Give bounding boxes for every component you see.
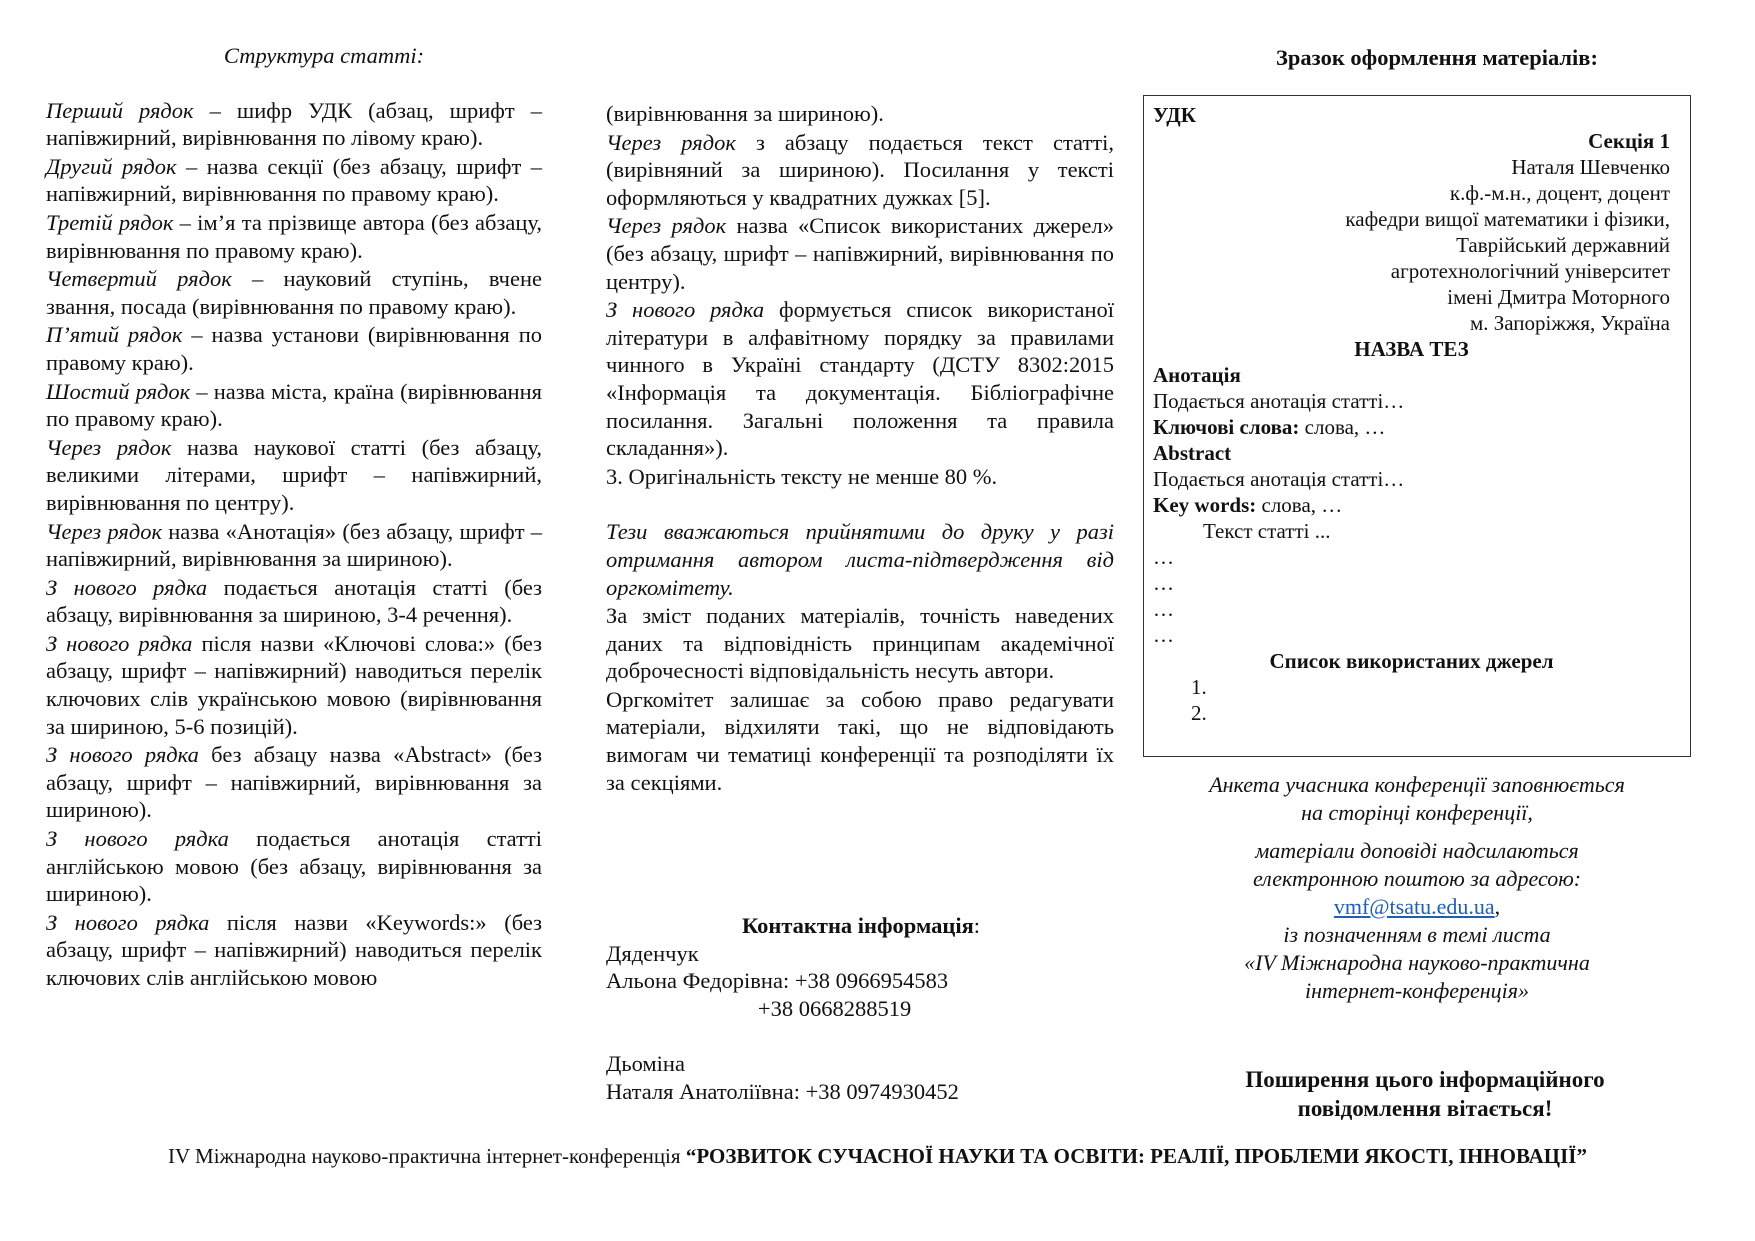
item-text: без абзацу назва «Abstract» (без абзацу, шрифт – напівжирний, вирівнювання за шириною).: [46, 742, 542, 823]
footer-prefix: IV Міжнародна науково-практична інтернет-конференція: [168, 1144, 686, 1168]
sample-ellipsis: …: [1153, 622, 1174, 647]
contact-title: Контактна інформація:: [741, 913, 981, 938]
sample-keywords: Ключові слова: слова, …: [1153, 414, 1386, 439]
note-line: із позначенням в темі листа: [1283, 921, 1551, 947]
item-text: – шифр УДК (абзац, шрифт – напівжирний, вирівнювання по лівому краю).: [46, 97, 542, 151]
item-lead: Перший рядок: [46, 97, 194, 123]
structure-item: [46, 209, 542, 264]
sample-author-line: к.ф.-м.н., доцент, доцент: [1449, 180, 1670, 205]
structure-item: [46, 741, 542, 824]
responsibility-note: За зміст поданих матеріалів, точність наведених даних та відповідність принципам академічної доброчесності відповідальність несуть автори.: [606, 603, 1114, 684]
continuation-text: (вирівнювання за шириною).: [606, 101, 884, 126]
item-lead: Через рядок: [606, 213, 727, 239]
structure-item: [46, 825, 542, 908]
sample-annotation-label: Анотація: [1153, 362, 1241, 387]
sample-ellipsis: …: [1153, 544, 1174, 569]
structure-item: [46, 153, 542, 208]
sample-ellipsis: …: [1153, 570, 1174, 595]
sample-author-line: Наталя Шевченко: [1511, 154, 1670, 179]
sample-reference-item: 1.: [1191, 674, 1207, 699]
sample-body-text: Текст статті ...: [1203, 518, 1331, 543]
sample-author-line: імені Дмитра Моторного: [1447, 284, 1670, 309]
sample-author-line: м. Запоріжжя, Україна: [1469, 310, 1670, 335]
sample-udk: УДК: [1153, 102, 1196, 127]
item-text: подається анотація статті (без абзацу, вирівнювання за шириною, 3-4 речення).: [46, 574, 543, 628]
item-text: назва «Список використаних джерел» (без абзацу, шрифт – напівжирний, вирівнювання по центру).: [606, 213, 1115, 294]
note-line: електронною поштою за адресою:: [1252, 865, 1582, 891]
sample-box: [1143, 95, 1691, 757]
sample-abstract-text: Подається анотація статті…: [1153, 466, 1405, 491]
structure-item: [46, 630, 542, 740]
item-text: з абзацу подається текст статті, (вирівняний за шириною). Посилання у тексті оформляються у квадратних дужках [5].: [606, 129, 1115, 210]
note-line: на сторінці конференції,: [1301, 799, 1533, 825]
contact-name-phone: Альона Федорівна: +38 0966954583: [606, 968, 949, 994]
sample-column: [1143, 44, 1691, 1005]
article-structure-column: [46, 42, 542, 993]
item-text: формується список використаної літератури в алфавітному порядку за правилами чинного в Україні стандарту (ДСТУ 8302:2015 «Інформація та документація. Бібліографічне посилання. Загальні положення та правила складання»).: [606, 297, 1115, 461]
item-lead: Третій рядок: [46, 209, 174, 235]
sample-author-line: Таврійський державний: [1456, 232, 1670, 257]
structure-item: [46, 97, 542, 152]
item-lead: З нового рядка: [46, 630, 193, 656]
sample-abstract-label: Abstract: [1153, 440, 1232, 465]
item-text: після назви «Ключові слова:» (без абзацу, шрифт – напівжирний) наводиться перелік ключових слів українською мовою (вирівнювання за шириною, 5-6 позицій).: [46, 630, 543, 739]
item-text: – ім’я та прізвище автора (без абзацу, вирівнювання по правому краю).: [46, 209, 543, 263]
structure-item: [46, 518, 542, 573]
item-lead: Через рядок: [46, 518, 162, 544]
sample-ellipsis: …: [1153, 596, 1174, 621]
structure-heading: Структура статті:: [223, 43, 425, 68]
note-line: Анкета учасника конференції заповнюється: [1209, 771, 1625, 797]
item-text: після назви «Keywords:» (без абзацу, шрифт – напівжирний) наводиться перелік ключових слів англійською мовою: [46, 909, 542, 990]
sample-title: Зразок оформлення матеріалів:: [1276, 45, 1598, 70]
item-lead: Через рядок: [46, 434, 172, 460]
footer-conference-title: “РОЗВИТОК СУЧАСНОЇ НАУКИ ТА ОСВІТИ: РЕАЛІЇ, ПРОБЛЕМИ ЯКОСТІ, ІННОВАЦІЇ”: [685, 1144, 1587, 1168]
item-lead: Другий рядок: [46, 153, 177, 179]
contact-surname: Дьоміна: [606, 1050, 685, 1076]
sample-references-title: Список використаних джерел: [1269, 648, 1554, 673]
item-lead: З нового рядка: [606, 297, 765, 323]
item-lead: З нового рядка: [46, 742, 199, 768]
conference-footer: [0, 1143, 1755, 1171]
email-link[interactable]: vmf@tsatu.edu.ua: [1333, 893, 1495, 919]
structure-list: [46, 97, 542, 992]
sample-reference-item: 2.: [1191, 700, 1207, 725]
item-text: назва «Анотація» (без абзацу, шрифт – напівжирний, вирівнювання за шириною).: [46, 518, 542, 572]
requirement-item: [606, 129, 1114, 212]
structure-item: [46, 265, 542, 320]
submission-notes: Анкета учасника конференції заповнюється на сторінці конференції, матеріали доповіді надсилаються електронною поштою за адресою: vmf@tsatu.edu.ua, із позначенням в темі листа «IV Міжнародна науково-практична інтернет-конференція»: [1143, 771, 1691, 1005]
item-text: – назва установи (вирівнювання по правому краю).: [46, 322, 542, 375]
sample-thesis-title: НАЗВА ТЕЗ: [1354, 336, 1469, 361]
closing-message: Поширення цього інформаційного повідомлення вітається!: [1245, 1067, 1605, 1121]
sample-keywords-en: Key words: слова, …: [1153, 492, 1343, 517]
item-lead: З нового рядка: [46, 574, 208, 600]
sample-author-line: агротехнологічний університет: [1390, 258, 1670, 283]
item-text: – науковий ступінь, вчене звання, посада (вирівнювання по правому краю).: [46, 266, 543, 319]
note-line: матеріали доповіді надсилаються: [1255, 837, 1579, 863]
note-line: інтернет-конференція»: [1304, 977, 1530, 1003]
committee-rights-note: Оргкомітет залишає за собою право редагувати матеріали, відхиляти такі, що не відповідають вимогам чи тематиці конференції та розподіляти їх за секціями.: [606, 686, 1114, 795]
item-lead: З нового рядка: [46, 826, 229, 852]
note-line: «IV Міжнародна науково-практична: [1244, 949, 1590, 975]
requirement-item: [606, 212, 1114, 295]
item-text: – назва секції (без абзацу, шрифт – напівжирний, вирівнювання по правому краю).: [46, 153, 542, 207]
structure-item: [46, 434, 542, 517]
item-text: – назва міста, країна (вирівнювання по правому краю).: [46, 378, 542, 432]
item-text: подається анотація статті англійською мовою (без абзацу, вирівнювання за шириною).: [46, 826, 543, 907]
item-lead: Шостий рядок: [46, 378, 191, 404]
requirements-column: [606, 100, 1114, 797]
item-lead: Четвертий рядок: [46, 266, 232, 292]
structure-item: [46, 574, 542, 629]
acceptance-note: Тези вважаються прийнятими до друку у разі отримання автором листа-підтвердження від оргкомітету.: [606, 519, 1114, 600]
sample-annotation-text: Подається анотація статті…: [1153, 388, 1405, 413]
contact-extra-phone: +38 0668288519: [606, 995, 912, 1021]
sample-author-line: кафедри вищої математики і фізики,: [1345, 206, 1670, 231]
contact-surname: Дяденчук: [606, 940, 699, 966]
item-lead: П’ятий рядок: [46, 322, 183, 348]
originality-requirement: 3. Оригінальність тексту не менше 80 %.: [606, 463, 998, 489]
item-lead: Через рядок: [606, 129, 736, 155]
requirement-item: [606, 296, 1114, 462]
item-lead: З нового рядка: [46, 909, 210, 935]
structure-item: [46, 909, 542, 992]
sample-section: Секція 1: [1588, 128, 1670, 153]
structure-item: [46, 378, 542, 433]
structure-item: [46, 321, 542, 376]
contact-info: [606, 912, 1076, 1105]
contact-name-phone: Наталя Анатоліївна: +38 0974930452: [606, 1078, 959, 1104]
item-text: назва наукової статті (без абзацу, великими літерами, шрифт – напівжирний, вирівнювання по центру).: [46, 434, 542, 515]
